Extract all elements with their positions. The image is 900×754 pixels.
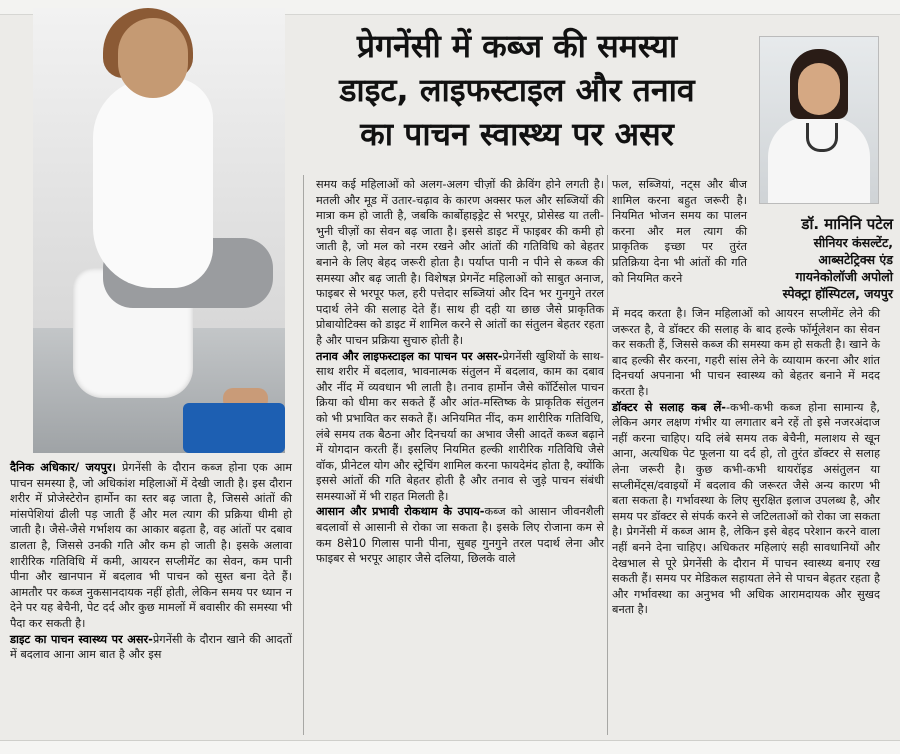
headline-line-2: डाइट, लाइफस्टाइल और तनाव	[339, 71, 695, 109]
column-rule	[303, 175, 304, 735]
paragraph: डाइट का पाचन स्वास्थ्य पर असर-प्रेगनेंसी के दौरान खाने की आदतों में बदलाव आना आम बात है और इस	[10, 632, 292, 662]
subheading: तनाव और लाइफस्टाइल का पाचन पर असर-	[316, 349, 503, 363]
paragraph: तनाव और लाइफस्टाइल का पाचन पर असर-प्रेगनेंसी खुशियों के साथ-साथ शरीर में बदलाव, भावनात्मक संतुलन में बदलाव, काम का दबाव और नींद में व्यवधान भी लाती है। तनाव हार्मोन जैसे कॉर्टिसोल पाचन क्रिया को धीमा कर सकते हैं और आंत-मस्तिष्क के प्राकृतिक संतुलन को भी प्रभावित कर सकते हैं। अनियमित नींद, कम शारीरिक गतिविधि, लंबे समय तक बैठना और दिनचर्या का अभाव जैसी आदतें कब्ज बढ़ाने में योगदान करती हैं। इसलिए नियमित हल्की शारीरिक गतिविधि जैसे वॉक, प्रीनेटल योग और स्ट्रेचिंग शामिल करना फायदेमंद होता है, क्योंकि इससे आंतों की गति बेहतर होती है और तनाव से जुड़े पाचन संबंधी समस्याओं में भी राहत मिलती है।	[316, 349, 604, 503]
paragraph: आसान और प्रभावी रोकथाम के उपाय-कब्ज को आसान जीवनशैली बदलावों से आसानी से रोका जा सकता है। इसके लिए रोजाना कम से कम 8से10 गिलास पानी पीना, सुबह गुनगुने तरल पदार्थ लेना और फाइबर से भरपूर आहार जैसे दलिया, छिलके वाले	[316, 505, 605, 566]
column-2	[316, 177, 604, 567]
column-3	[612, 306, 880, 618]
doctor-photo	[759, 36, 879, 204]
headline	[287, 24, 747, 156]
doctor-designation-2: आब्सटेट्रिक्स एंड	[818, 252, 893, 267]
subheading: डॉक्टर से सलाह कब लें-	[612, 400, 726, 414]
column-rule	[607, 175, 608, 735]
paragraph: डॉक्टर से सलाह कब लें--कभी-कभी कब्ज होना सामान्य है, लेकिन अगर लक्षण गंभीर या लगातार बने रहें तो इसे नजरअंदाज नहीं करना चाहिए। यदि लंबे समय तक बेचैनी, मलाशय से खून आना, अत्यधिक पेट फूलना या दर्द हो, तो तुरंत डॉक्टर से सलाह लेना जरूरी है। कुछ कभी-कभी थायरॉइड असंतुलन या सप्लीमेंट्स/दवाइयों में बदलाव की जरूरत जैसे अन्य कारण भी बता सकता है। गर्भावस्था के लिए सुरक्षित इलाज उपलब्ध है, और समय पर डॉक्टर से संपर्क करने से जटिलताओं को रोका जा सकता है। प्रेगनेंसी में कब्ज आम है, लेकिन इसे बेहद परेशान करने वाला नहीं बनने देना चाहिए। अधिकतर महिलाएं सही सावधानियों और देखभाल से पूरे प्रेगनेंसी के दौरान में पाचन स्वास्थ्य बनाए रख सकती हैं। समय पर मेडिकल सहायता लेने से पाचन बेहतर रहता है और गर्भावस्था का अनुभव भी अधिक आरामदायक और सुखद बनता है।	[612, 400, 880, 617]
column-1	[10, 460, 292, 663]
doctor-name: डॉ. मानिनि पटेल	[801, 215, 893, 233]
subheading: आसान और प्रभावी रोकथाम के उपाय-	[316, 505, 485, 519]
subheading: डाइट का पाचन स्वास्थ्य पर असर-	[10, 632, 153, 646]
paragraph: समय कई महिलाओं को अलग-अलग चीज़ों की क्रेविंग होने लगती है। मतली और मूड में उतार-चढ़ाव के कारण अक्सर फल और सब्जियों की मात्रा कम हो जाती है, जबकि कार्बोहाइड्रेट से भरपूर, प्रोसेस्ड या तली-भुनी चीज़ों का सेवन बढ़ जाता है। इससे डाइट में फाइबर की कमी हो जाती है, जो मल को नरम रखने और आंतों की गतिविधि को बेहतर बनाने के लिए बेहद जरूरी होता है। पर्याप्त पानी न पीने से कब्ज की समस्या और बढ़ जाती है। विशेषज्ञ प्रेगनेंट महिलाओं को साबुत अनाज, फाइबर से भरपूर फल, हरी पत्तेदार सब्जियां और दिन भर गुनगुने तरल पदार्थ लेने की सलाह देते हैं। साथ ही दही या छाछ जैसे प्राकृतिक प्रोबायोटिक्स को डाइट में शामिल करने से आंतों का संतुलन बेहतर रहता है और पाचन प्रक्रिया सुचारु होती है।	[316, 178, 604, 347]
paragraph: फल, सब्जियां, नट्स और बीज शामिल करना बहुत जरूरी है। नियमित भोजन समय का पालन करना और मल त्याग की प्राकृतिक इच्छा पर तुरंत प्रतिक्रिया देना भी आंतों की गति को नियमित करने	[612, 178, 747, 285]
column-3-top	[612, 177, 747, 286]
bottom-strip	[0, 740, 900, 754]
doctor-designation-3: गायनेकोलॉजी अपोलो	[795, 269, 893, 284]
paragraph: में मदद करता है। जिन महिलाओं को आयरन सप्लीमेंट लेने की जरूरत है, वे डॉक्टर की सलाह के बाद हल्के फॉर्मूलेशन का सेवन कर सकती हैं, जिससे कब्ज की समस्या कम हो सकती है। खाने के बाद हल्की सैर करना, गहरी सांस लेने के व्यायाम करना और शांत दिनचर्या अपनाना भी पाचन स्वास्थ्य को बेहतर बनाने में मदद करता है।	[612, 307, 880, 398]
stethoscope-icon	[806, 123, 838, 152]
pregnant-woman-photo	[33, 8, 285, 453]
headline-line-1: प्रेगनेंसी में कब्ज की समस्या	[356, 27, 678, 65]
doctor-caption	[748, 215, 893, 302]
doctor-designation-1: सीनियर कंसल्टेंट,	[813, 235, 893, 250]
blue-rug	[183, 403, 285, 453]
doctor-designation-4: स्पेक्ट्रा हॉस्पिटल, जयपुर	[782, 286, 893, 301]
paragraph: दैनिक अधिकार/ जयपुर। प्रेगनेंसी के दौरान कब्ज होना एक आम पाचन समस्या है, जो अधिकांश महिलाओं में देखी जाती है। इस दौरान शरीर में प्रोजेस्टेरोन हार्मोन का स्तर बढ़ जाता है, जिससे आंतों की मांसपेशियां ढीली पड़ जाती हैं और मल त्याग की प्रक्रिया धीमी हो जाती है। जैसे-जैसे गर्भाशय का आकार बढ़ता है, वह आंतों पर दबाव डालता है, जिससे उनकी गति और कम हो जाती है। इसके अलावा शारीरिक गतिविधि में कमी, आयरन सप्लीमेंट का सेवन, कम पानी पीना और खानपान में बदलाव भी पाचन को सुस्त बना देते हैं। आमतौर पर कब्ज नुकसानदायक नहीं होती, लेकिन समय पर ध्यान न देने पर यह बेचैनी, पेट दर्द और कुछ मामलों में बवासीर की समस्या भी पैदा कर सकती है।	[10, 461, 293, 630]
dateline: दैनिक अधिकार/ जयपुर।	[10, 461, 116, 474]
headline-line-3: का पाचन स्वास्थ्य पर असर	[360, 115, 674, 153]
